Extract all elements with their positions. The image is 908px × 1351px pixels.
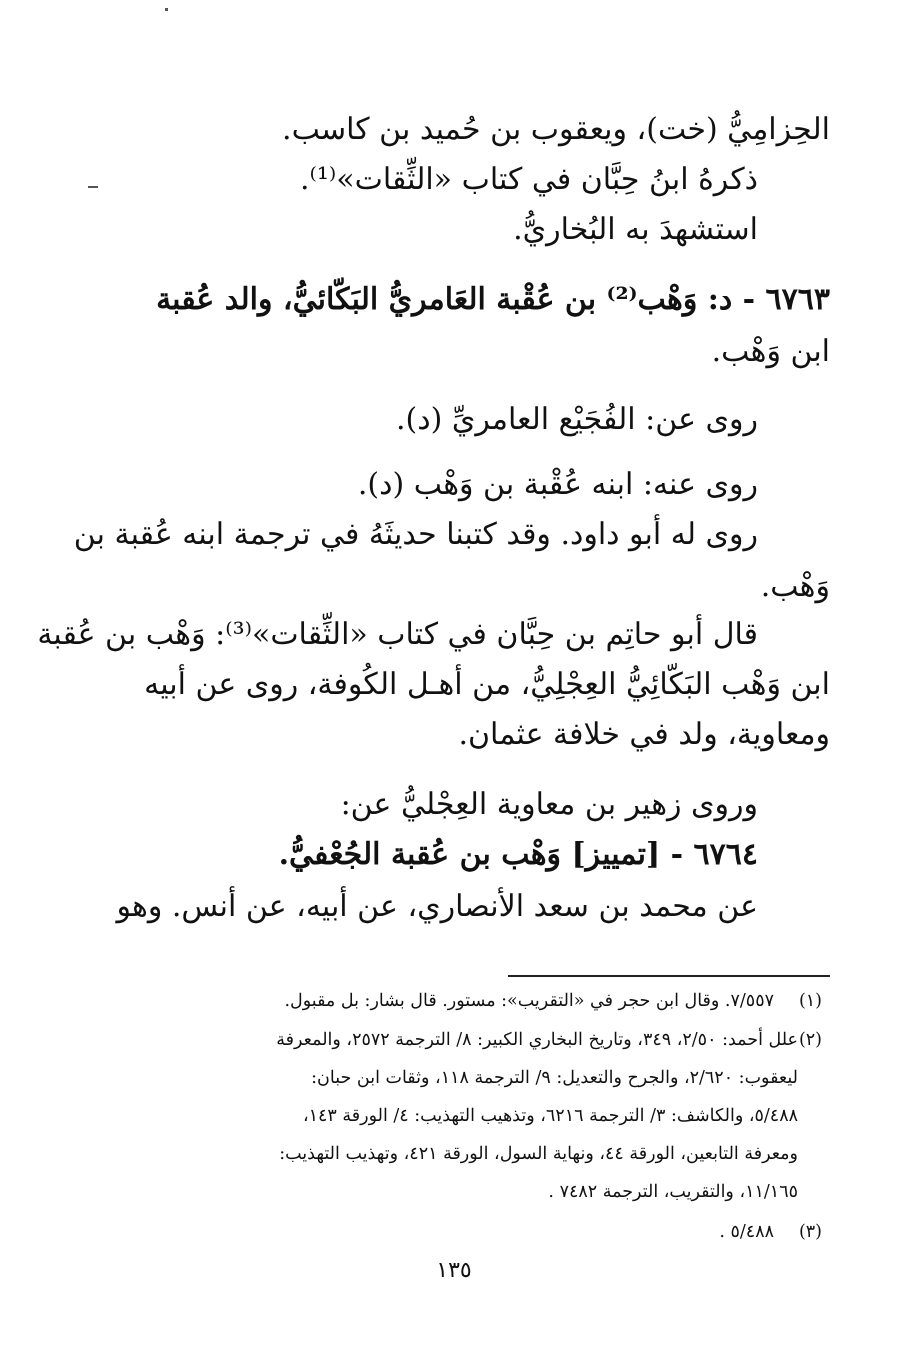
body-line-abu-hatim: قال أبو حاتِم بن حِبَّان في كتاب «الثِّقات»⁽³⁾: وَهْب بن عُقبة xyxy=(37,617,758,652)
entry-heading-6763-cont: ابن وَهْب. xyxy=(711,334,830,369)
footnote-text: علل أحمد: ٢/٥٠، ٣٤٩، وتاريخ البخاري الكبير: ٨/ الترجمة ٢٥٧٢، والمعرفة xyxy=(276,1030,798,1050)
scan-speck xyxy=(88,186,98,188)
scan-speck xyxy=(165,8,168,11)
body-line-wahb: وَهْب. xyxy=(760,569,830,604)
footnote-text: ٥/٤٨٨ . xyxy=(719,1222,774,1242)
footnote-text: ٥/٤٨٨، والكاشف: ٣/ الترجمة ٦٢١٦، وتذهيب التهذيب: ٤/ الورقة ١٤٣، xyxy=(302,1106,798,1126)
footnote-number: (٣) xyxy=(798,1222,822,1242)
footnote-text: ٧/٥٥٧. وقال ابن حجر في «التقريب»: مستور. قال بشار: بل مقبول. xyxy=(284,991,774,1011)
footnote-separator xyxy=(508,975,830,977)
footnote-text: ومعرفة التابعين، الورقة ٤٤، ونهاية السول، الورقة ٤٢١، وتهذيب التهذيب: xyxy=(279,1144,798,1164)
footnote-text: ١١/١٦٥، والتقريب، الترجمة ٧٤٨٢ . xyxy=(548,1182,798,1202)
body-line-zuhair: وروى زهير بن معاوية العِجْليُّ عن: xyxy=(340,787,758,822)
body-line-bakkai: ابن وَهْب البَكّائِيُّ العِجْلِيُّ، من أهـل الكُوفة، روى عن أبيه xyxy=(144,667,830,702)
narrated-by-line: روى عنه: ابنه عُقْبة بن وَهْب (د). xyxy=(357,467,758,502)
body-line-muawiya: ومعاوية، ولد في خلافة عثمان. xyxy=(458,717,830,752)
page-number: ١٣٥ xyxy=(436,1258,472,1283)
body-line-anas: عن محمد بن سعد الأنصاري، عن أبيه، عن أنس. وهو xyxy=(116,889,758,924)
body-line-bukhari: استشهدَ به البُخاريُّ. xyxy=(513,212,758,247)
entry-heading-6764: ٦٧٦٤ - [تمييز] وَهْب بن عُقبة الجُعْفيُّ. xyxy=(278,837,758,872)
body-line-continuation: الحِزامِيُّ (خت)، ويعقوب بن حُميد بن كاسب. xyxy=(282,112,830,147)
narrated-from-line: روى عن: الفُجَيْع العامريِّ (د). xyxy=(396,402,758,437)
body-line-abu-dawud: روى له أبو داود. وقد كتبنا حديثَهُ في ترجمة ابنه عُقبة بن xyxy=(73,517,758,552)
entry-heading-6763: ٦٧٦٣ - د: وَهْب⁽²⁾ بن عُقْبة العَامريُّ البَكّائيُّ، والد عُقبة xyxy=(156,282,830,317)
footnote-number: (٢) xyxy=(798,1030,822,1050)
body-line-ibn-hibban-mention: ذكرهُ ابنُ حِبَّان في كتاب «الثِّقات»⁽¹⁾. xyxy=(299,162,758,197)
footnote-text: ليعقوب: ٢/٦٢٠، والجرح والتعديل: ٩/ الترجمة ١١٨، وثقات ابن حبان: xyxy=(311,1068,798,1088)
footnote-number: (١) xyxy=(798,991,822,1011)
